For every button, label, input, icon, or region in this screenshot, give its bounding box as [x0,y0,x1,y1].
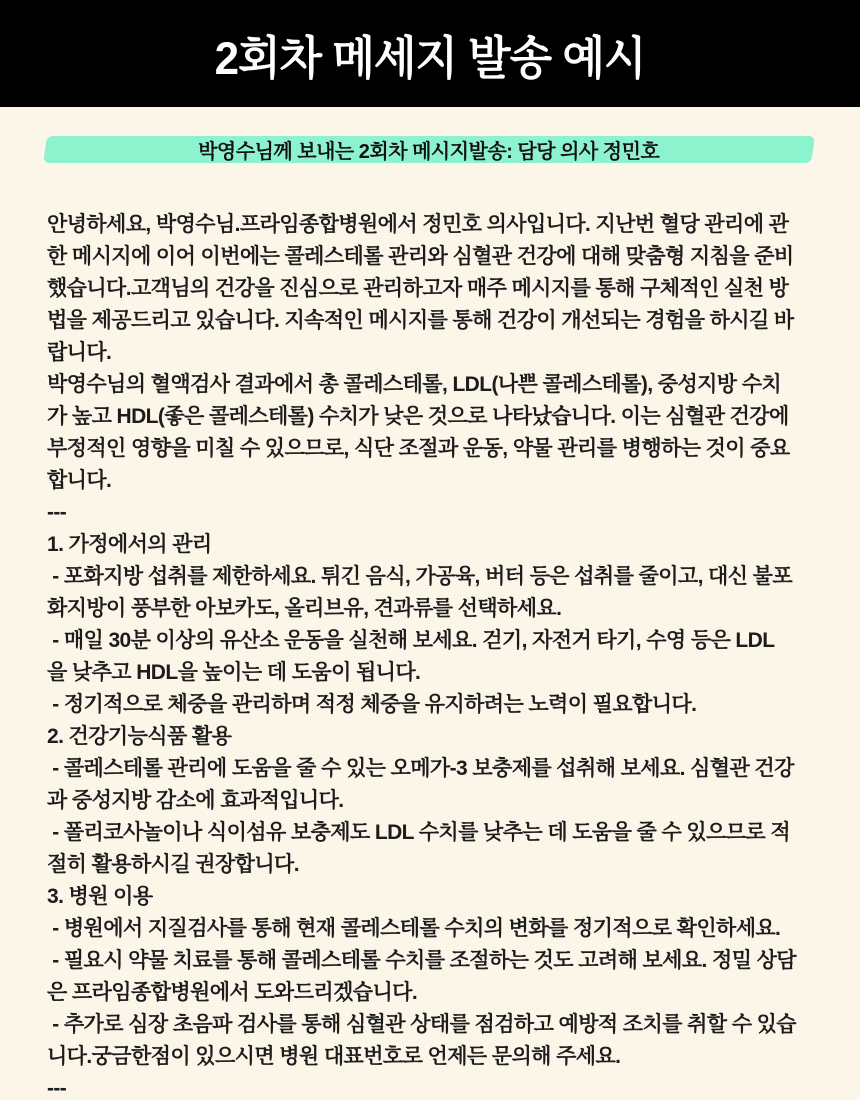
message-line: 랍니다. [47,341,112,364]
message-line: 을 낮추고 HDL을 높이는 데 도움이 됩니다. [47,661,421,684]
page-title: 2회차 메세지 발송 예시 [214,32,646,84]
message-line: - 매일 30분 이상의 유산소 운동을 실천해 보세요. 걷기, 자전거 타기, 수영 등은 LDL [47,629,775,652]
message-line: 박영수님의 혈액검사 결과에서 총 콜레스테롤, LDL(나쁜 콜레스테롤), 중성지방 수치 [47,373,782,396]
message-line: - 필요시 약물 치료를 통해 콜레스테롤 수치를 조절하는 것도 고려해 보세요. 정밀 상담 [47,949,796,972]
message-line: 가 높고 HDL(좋은 콜레스테롤) 수치가 낮은 것으로 나타났습니다. 이는 심혈관 건강에 [47,405,789,428]
message-line: 한 메시지에 이어 이번에는 콜레스테롤 관리와 심혈관 건강에 대해 맞춤형 지침을 준비 [47,245,794,268]
message-line: - 병원에서 지질검사를 통해 현재 콜레스테롤 수치의 변화를 정기적으로 확인하세요. [47,917,781,940]
message-line: 안녕하세요, 박영수님.프라임종합병원에서 정민호 의사입니다. 지난번 혈당 관리에 관 [47,213,789,236]
message-line: 했습니다.고객님의 건강을 진심으로 관리하고자 매주 메시지를 통해 구체적인 실천 방 [47,277,789,300]
message-body [47,209,817,1100]
recipient-banner-label: 박영수님께 보내는 2회차 메시지발송: 담당 의사 정민호 [198,141,660,163]
message-line: 법을 제공드리고 있습니다. 지속적인 메시지를 통해 건강이 개선되는 경험을 하시길 바 [47,309,794,332]
message-line: - 추가로 심장 초음파 검사를 통해 심혈관 상태를 점검하고 예방적 조치를 취할 수 있습 [47,1013,796,1036]
message-line: 부정적인 영향을 미칠 수 있으므로, 식단 조절과 운동, 약물 관리를 병행하는 것이 중요 [47,437,790,460]
recipient-banner [43,136,815,163]
message-line: 화지방이 풍부한 아보카도, 올리브유, 견과류를 선택하세요. [47,597,562,620]
message-line: --- [47,1077,67,1100]
message-line: - 정기적으로 체중을 관리하며 적정 체중을 유지하려는 노력이 필요합니다. [47,693,697,716]
message-line: --- [47,501,67,524]
message-line: 3. 병원 이용 [47,885,153,908]
message-line: 1. 가정에서의 관리 [47,533,212,556]
message-line: - 폴리코사놀이나 식이섬유 보충제도 LDL 수치를 낮추는 데 도움을 줄 수 있으므로 적 [47,821,791,844]
message-line: 과 중성지방 감소에 효과적입니다. [47,789,344,812]
header [0,0,860,107]
message-line: 합니다. [47,469,112,492]
message-line: - 콜레스테롤 관리에 도움을 줄 수 있는 오메가-3 보충제를 섭취해 보세요. 심혈관 건강 [47,757,794,780]
message-line: 니다.궁금한점이 있으시면 병원 대표번호로 언제든 문의해 주세요. [47,1045,621,1068]
message-line: - 포화지방 섭취를 제한하세요. 튀긴 음식, 가공육, 버터 등은 섭취를 줄이고, 대신 불포 [47,565,793,588]
message-line: 절히 활용하시길 권장합니다. [47,853,299,876]
message-line: 2. 건강기능식품 활용 [47,725,232,748]
message-line: 은 프라임종합병원에서 도와드리겠습니다. [47,981,418,1004]
